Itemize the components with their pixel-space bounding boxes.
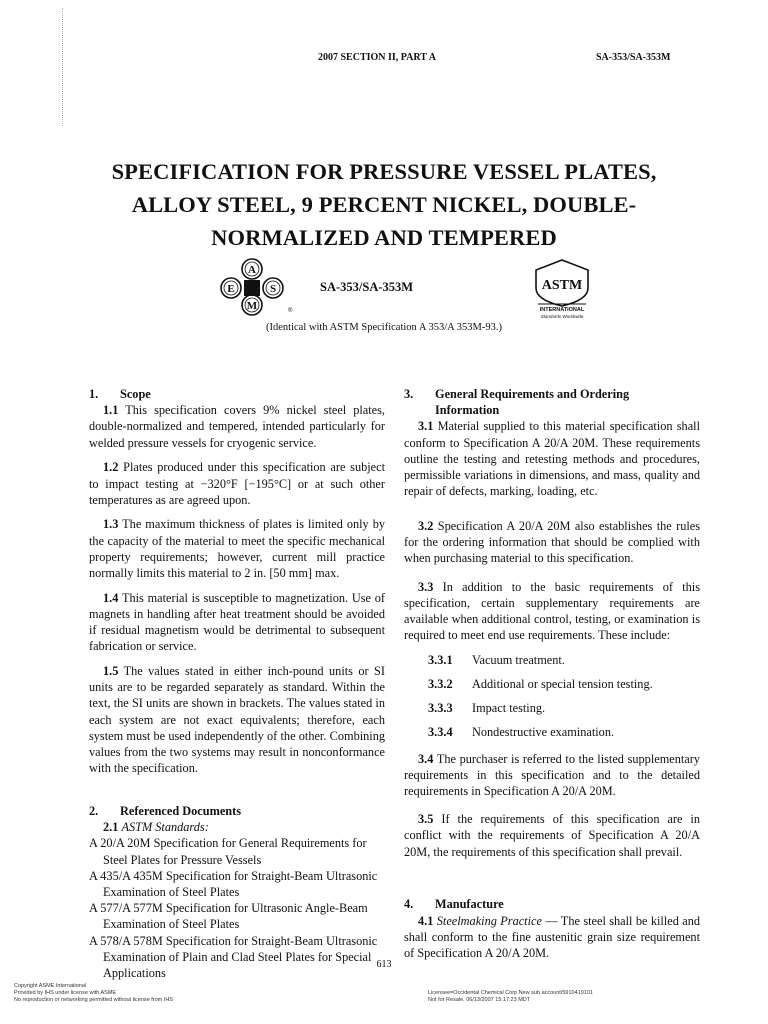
para-number: 1.2 [103, 460, 119, 475]
paragraph-3-3 [404, 579, 700, 644]
section-number: 2. [89, 803, 99, 818]
section-title: Manufacture [435, 897, 504, 912]
subparagraph-3-3-3 [404, 700, 700, 716]
reference-item: A 577/A 577M Specification for Ultrasonic Angle-Beam Examination of Steel Plates [89, 901, 368, 932]
section-title: Referenced Documents [120, 803, 241, 818]
paragraph-2-1 [89, 819, 385, 835]
section-number: 3. [404, 387, 414, 401]
paragraph-4-1 [404, 913, 700, 962]
footer-line: No reproduction or networking permitted without license from IHS [14, 997, 173, 1003]
title-line: NORMALIZED AND TEMPERED [211, 225, 557, 250]
title-line: ALLOY STEEL, 9 PERCENT NICKEL, DOUBLE- [131, 192, 637, 217]
para-text: Additional or special tension testing. [472, 677, 653, 692]
paragraph-1-4 [89, 590, 385, 655]
section-number: 1. [89, 387, 99, 401]
document-title [60, 155, 708, 254]
paragraph-3-4 [404, 751, 700, 800]
reference-item: A 578/A 578M Specification for Straight-Beam Ultrasonic Examination of Plain and Clad Steel Plates for Special Applications [89, 933, 378, 980]
para-text: The values stated in either inch-pound units or SI units are to be regarded separately as standard. Within the text, the SI units are shown in brackets. The values stated in each system are not exact equivalents; therefore, each system must be used independently of the other. Combining values from the two systems may result in nonconformance with the specification. [89, 664, 385, 776]
page-number: 613 [376, 959, 392, 970]
running-header-left: 2007 SECTION II, PART A [318, 52, 436, 63]
title-line: SPECIFICATION FOR PRESSURE VESSEL PLATES, [111, 159, 657, 184]
para-text: In addition to the basic requirements of this specification, certain supplementary requirements are available when additional control, testing, or examination is required to meet end use requirements. These include: [404, 579, 701, 643]
section-heading-scope [89, 386, 385, 402]
astm-international: INTERNATIONAL [539, 307, 585, 313]
para-text: — The steel shall be killed and shall conform to the fine austenitic grain size requirement of Specification A 20/A 20M. [404, 913, 701, 960]
footer-right [428, 990, 593, 1004]
para-number: 3.3 [418, 579, 434, 594]
section-title: Scope [120, 387, 151, 401]
running-header-right: SA-353/SA-353M [596, 52, 671, 63]
para-number: 3.1 [418, 419, 434, 434]
para-number: 2.1 [103, 820, 119, 835]
section-title-line: Information [435, 403, 500, 418]
para-text: If the requirements of this specification are in conflict with the requirements of Specification A 20/A 20M, the requirements of this specification shall prevail. [404, 812, 700, 859]
section-number: 4. [404, 897, 414, 912]
astm-letters: ASTM [541, 278, 583, 293]
para-number: 1.3 [103, 517, 119, 532]
asme-letter: A [248, 264, 256, 276]
para-number: 3.2 [418, 518, 434, 533]
para-number: 3.3.1 [428, 652, 453, 667]
reference-item: A 435/A 435M Specification for Straight-Beam Ultrasonic Examination of Steel Plates [89, 868, 378, 899]
paragraph-3-1 [404, 418, 700, 499]
para-text: Nondestructive examination. [472, 725, 615, 740]
para-text: The purchaser is referred to the listed supplementary requirements in this specification and to the detailed requirements in Specification A 20/A 20M. [404, 751, 700, 799]
para-number: 3.5 [418, 812, 434, 827]
section-heading-manufacture [404, 896, 700, 912]
left-column [89, 386, 385, 981]
paragraph-1-3 [89, 516, 385, 581]
para-text: The maximum thickness of plates is limited only by the capacity of the material to meet the specific mechanical property requirements; however, current mill practice normally limits this material to 2 in. [50 mm] max. [89, 517, 385, 581]
astm-tagline: Standards Worldwide [540, 314, 584, 319]
asme-letter: E [227, 283, 235, 295]
para-number: 4.1 [418, 913, 434, 928]
para-text: Impact testing. [472, 701, 546, 716]
asme-letter: M [246, 300, 258, 312]
asme-letter: S [269, 283, 277, 295]
para-number: 1.5 [103, 664, 119, 679]
reference-item: A 20/A 20M Specification for General Requirements for Steel Plates for Pressure Vessels [89, 836, 367, 867]
paragraph-1-5 [89, 663, 385, 776]
footer-line: Not for Resale, 06/13/2007 15:17:23 MDT [428, 997, 531, 1003]
paragraph-1-1 [89, 402, 385, 451]
paragraph-3-2 [404, 518, 700, 567]
asme-logo [208, 258, 296, 316]
right-column [404, 386, 700, 970]
para-text: Vacuum treatment. [472, 652, 565, 667]
subparagraph-3-3-1 [404, 652, 700, 668]
para-number: 1.1 [103, 403, 119, 418]
para-text: Plates produced under this specification are subject to impact testing at −320°F [−195°C] or at such other temperatures as are agreed upon. [89, 460, 385, 507]
identical-note: (Identical with ASTM Specification A 353/A 353M-93.) [266, 322, 502, 333]
footer-line: Provided by IHS under license with ASME [14, 990, 117, 996]
section-heading-general-requirements [404, 386, 700, 418]
para-text: This specification covers 9% nickel steel plates, double-normalized and tempered, intended particularly for welded pressure vessels for cryogenic service. [89, 403, 385, 450]
para-number: 3.3.2 [428, 677, 453, 692]
registered-mark: ® [288, 308, 293, 314]
section-title-line: General Requirements and Ordering [435, 387, 630, 401]
para-text: Specification A 20/A 20M also establishes the rules for the ordering information that should be complied with when purchasing material to this specification. [404, 518, 701, 566]
para-italic-title: Steelmaking Practice [436, 913, 542, 928]
subparagraph-3-3-4 [404, 724, 700, 740]
section-heading-referenced-documents [89, 803, 385, 819]
subparagraph-3-3-2 [404, 676, 700, 692]
footer-line: Copyright ASME International [14, 983, 87, 989]
scan-edge-marks [62, 8, 64, 126]
para-number: 3.3.3 [428, 701, 453, 716]
paragraph-3-5 [404, 811, 700, 860]
designation: SA-353/SA-353M [320, 280, 414, 294]
para-number: 3.3.4 [428, 725, 453, 740]
paragraph-1-2 [89, 459, 385, 508]
para-text: Material supplied to this material specification shall conform to Specification A 20/A 20M. These requirements outline the testing and retesting methods and procedures, permissible variations in dimensions, and mass, quality and repair of defects, marking, loading, etc. [404, 419, 700, 499]
astm-logo [532, 258, 592, 320]
para-number: 3.4 [418, 751, 434, 766]
para-italic-title: ASTM Standards: [121, 820, 209, 835]
footer-line: Licensee=Occidental Chemical Corp New sub account/5910419101 [428, 990, 593, 996]
para-text: This material is susceptible to magnetization. Use of magnets in handling after heat treatment should be avoided if residual magnetism would be detrimental to subsequent fabrication or service. [89, 590, 386, 654]
section-title [435, 386, 629, 418]
para-number: 1.4 [103, 590, 119, 605]
footer-left [14, 983, 173, 1004]
